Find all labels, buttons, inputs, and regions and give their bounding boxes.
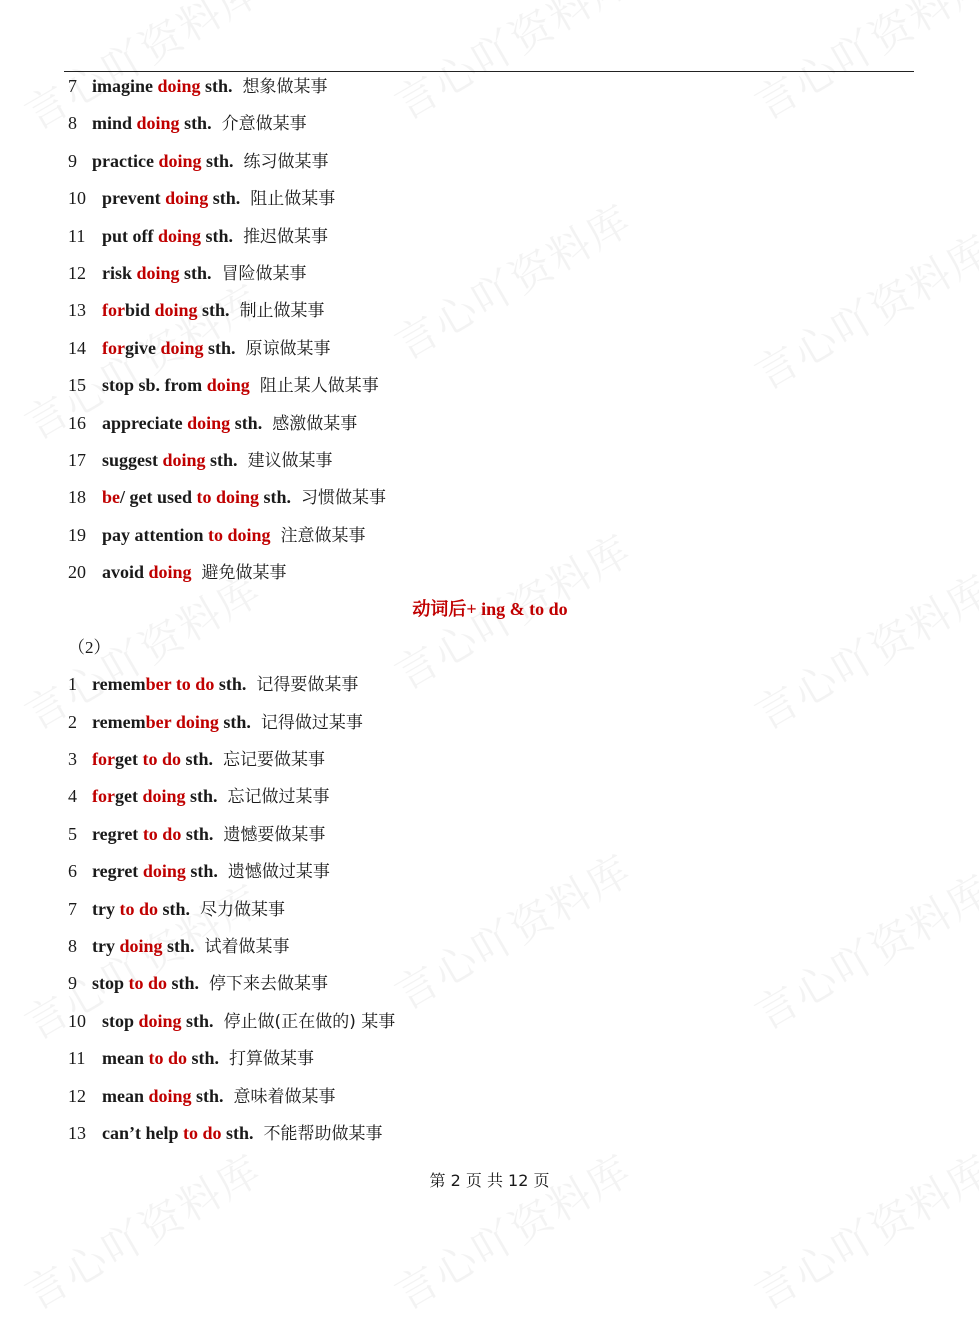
phrase-row xyxy=(68,554,928,591)
phrase-highlight: doing xyxy=(160,337,204,358)
phrase-text: suggest xyxy=(102,449,163,470)
phrase-row xyxy=(68,405,928,442)
section-heading: 动词后+ ing & to do xyxy=(412,599,568,620)
phrase-text: remem xyxy=(92,711,146,732)
phrase-number: 14 xyxy=(68,337,86,358)
verb-ing-todo-list xyxy=(68,666,928,1152)
phrase-text: imagine xyxy=(92,76,158,96)
phrase-text: / get used xyxy=(120,487,197,508)
phrase-row xyxy=(68,1115,928,1152)
phrase-number: 5 xyxy=(68,823,77,844)
phrase-number: 13 xyxy=(68,300,86,321)
phrase-row xyxy=(68,218,928,255)
phrase-translation: 建议做某事 xyxy=(247,450,333,471)
phrase-row xyxy=(68,853,928,890)
phrase-translation: 推迟做某事 xyxy=(243,226,329,247)
phrase-highlight: ber xyxy=(145,711,172,732)
phrase-text: sth. xyxy=(221,1122,254,1143)
phrase-highlight: doing xyxy=(158,225,202,246)
phrase-number: 3 xyxy=(68,749,77,770)
phrase-translation: 意味着做某事 xyxy=(233,1086,336,1107)
phrase-translation: 打算做某事 xyxy=(229,1049,315,1070)
phrase-number: 9 xyxy=(68,150,77,171)
phrase-translation: 遗憾要做某事 xyxy=(223,824,326,845)
phrase-highlight: for xyxy=(92,749,115,770)
phrase-row xyxy=(68,105,928,142)
phrase-row xyxy=(68,442,928,479)
phrase-highlight: to do xyxy=(142,823,182,844)
phrase-number: 4 xyxy=(68,786,77,807)
phrase-highlight: doing xyxy=(165,188,209,209)
phrase-row xyxy=(68,143,928,180)
phrase-text: risk xyxy=(102,262,137,283)
phrase-highlight: to do xyxy=(183,1122,222,1143)
phrase-row xyxy=(68,704,928,741)
section-subheading: （2） xyxy=(68,637,111,657)
phrase-text: get xyxy=(114,786,143,807)
phrase-number: 16 xyxy=(68,412,86,433)
phrase-highlight: doing xyxy=(175,711,219,732)
phrase-text: sth. xyxy=(205,449,238,470)
phrase-highlight: doing xyxy=(119,935,163,956)
phrase-text: prevent xyxy=(102,188,166,209)
phrase-row xyxy=(68,180,928,217)
phrase-text: give xyxy=(124,337,161,358)
phrase-text: appreciate xyxy=(102,412,188,433)
phrase-highlight: for xyxy=(92,786,115,807)
phrase-translation: 阻止做某事 xyxy=(250,189,336,210)
phrase-translation: 不能帮助做某事 xyxy=(263,1123,383,1144)
phrase-text: sth. xyxy=(208,188,241,209)
phrase-text: mean xyxy=(102,1048,149,1069)
phrase-text: sth. xyxy=(200,76,233,96)
phrase-text: mean xyxy=(102,1085,149,1106)
phrase-text: pay attention xyxy=(102,524,209,545)
phrase-text: sth. xyxy=(158,898,191,919)
phrase-translation: 记得做过某事 xyxy=(260,712,363,733)
phrase-row xyxy=(68,741,928,778)
phrase-highlight: to do xyxy=(119,898,158,919)
phrase-text: sth. xyxy=(214,674,247,695)
phrase-highlight: doing xyxy=(162,449,206,470)
phrase-text: sth. xyxy=(218,711,251,732)
phrase-text: get xyxy=(114,749,143,770)
phrase-text: sth. xyxy=(197,300,230,321)
phrase-highlight: doing xyxy=(136,113,180,134)
verb-ing-list xyxy=(68,68,928,591)
phrase-text: regret xyxy=(92,861,143,882)
phrase-number: 8 xyxy=(68,113,77,134)
phrase-translation: 阻止某人做某事 xyxy=(259,376,379,397)
phrase-text: sth. xyxy=(180,749,213,770)
phrase-text: sth. xyxy=(191,1085,224,1106)
phrase-translation: 停止做(正在做的) 某事 xyxy=(223,1011,396,1032)
phrase-row xyxy=(68,816,928,853)
phrase-highlight: doing xyxy=(187,412,231,433)
phrase-text: avoid xyxy=(102,562,149,583)
phrase-row xyxy=(68,1040,928,1077)
phrase-number: 10 xyxy=(68,1010,86,1031)
phrase-row xyxy=(68,367,928,404)
phrase-text: sth. xyxy=(185,786,218,807)
phrase-highlight: to doing xyxy=(196,487,260,508)
phrase-highlight: doing xyxy=(148,562,192,583)
phrase-number: 11 xyxy=(68,1048,86,1069)
phrase-row xyxy=(68,479,928,516)
phrase-text: sth. xyxy=(179,262,212,283)
phrase-highlight: doing xyxy=(142,786,186,807)
phrase-page-body xyxy=(68,68,928,1152)
phrase-translation: 制止做某事 xyxy=(239,301,325,322)
phrase-translation: 停下来去做某事 xyxy=(209,974,329,995)
phrase-text: bid xyxy=(124,300,155,321)
phrase-number: 12 xyxy=(68,262,86,283)
phrase-translation: 冒险做某事 xyxy=(221,263,307,284)
phrase-highlight: ber xyxy=(145,674,172,695)
phrase-number: 17 xyxy=(68,449,86,470)
phrase-row xyxy=(68,517,928,554)
phrase-row xyxy=(68,330,928,367)
phrase-number: 12 xyxy=(68,1085,86,1106)
phrase-translation: 试着做某事 xyxy=(204,936,290,957)
phrase-highlight: for xyxy=(102,300,125,321)
phrase-text: sth. xyxy=(181,1010,214,1031)
phrase-translation: 感激做某事 xyxy=(272,413,358,434)
phrase-translation: 想象做某事 xyxy=(242,77,328,97)
phrase-highlight: for xyxy=(102,337,125,358)
phrase-number: 8 xyxy=(68,935,77,956)
phrase-number: 1 xyxy=(68,674,77,695)
phrase-text: remem xyxy=(92,674,146,695)
phrase-translation: 忘记要做某事 xyxy=(223,750,325,771)
phrase-text: regret xyxy=(92,823,143,844)
phrase-highlight: doing xyxy=(136,262,180,283)
phrase-text: stop xyxy=(92,973,129,994)
phrase-row xyxy=(68,255,928,292)
phrase-row xyxy=(68,891,928,928)
watermark-text xyxy=(743,1138,979,1322)
phrase-row xyxy=(68,928,928,965)
phrase-translation: 忘记做过某事 xyxy=(227,787,330,808)
phrase-number: 7 xyxy=(68,76,77,96)
watermark-text xyxy=(13,1138,272,1322)
phrase-text: sth. xyxy=(162,935,195,956)
phrase-number: 13 xyxy=(68,1122,86,1143)
phrase-text: stop xyxy=(102,1010,139,1031)
phrase-text: sth. xyxy=(181,823,214,844)
phrase-highlight: to doing xyxy=(208,524,271,545)
phrase-number: 2 xyxy=(68,711,77,732)
phrase-row xyxy=(68,68,928,105)
phrase-translation: 介意做某事 xyxy=(221,114,307,135)
phrase-highlight: to do xyxy=(148,1048,188,1069)
phrase-row xyxy=(68,1003,928,1040)
phrase-highlight: doing xyxy=(142,861,186,882)
phrase-translation: 尽力做某事 xyxy=(200,899,286,920)
phrase-text: sth. xyxy=(167,973,200,994)
phrase-text: practice xyxy=(92,150,159,171)
phrase-number: 11 xyxy=(68,225,86,246)
phrase-row xyxy=(68,666,928,703)
phrase-number: 9 xyxy=(68,973,77,994)
phrase-text: put off xyxy=(102,225,159,246)
phrase-row xyxy=(68,292,928,329)
phrase-number: 19 xyxy=(68,524,86,545)
phrase-highlight: doing xyxy=(148,1085,192,1106)
phrase-row xyxy=(68,965,928,1002)
phrase-text: sth. xyxy=(187,1048,220,1069)
phrase-translation: 避免做某事 xyxy=(201,563,287,584)
phrase-translation: 原谅做某事 xyxy=(245,338,331,359)
phrase-text: sth. xyxy=(259,487,292,508)
phrase-highlight: be xyxy=(102,487,120,508)
phrase-translation: 习惯做某事 xyxy=(301,488,387,509)
phrase-row xyxy=(68,778,928,815)
phrase-number: 7 xyxy=(68,898,77,919)
phrase-highlight: doing xyxy=(206,375,250,396)
phrase-highlight: doing xyxy=(158,150,202,171)
phrase-translation: 注意做某事 xyxy=(280,525,366,546)
phrase-text: sth. xyxy=(185,861,218,882)
page-footer: 第 2 页 共 12 页 xyxy=(429,1171,550,1190)
phrase-text: sth. xyxy=(179,113,212,134)
phrase-highlight: doing xyxy=(157,76,201,96)
phrase-highlight: to do xyxy=(128,973,168,994)
phrase-text: sth. xyxy=(230,412,263,433)
phrase-text: sth. xyxy=(201,225,234,246)
phrase-number: 10 xyxy=(68,188,86,209)
phrase-highlight: to do xyxy=(175,674,215,695)
phrase-row xyxy=(68,1078,928,1115)
phrase-text: mind xyxy=(92,113,137,134)
phrase-highlight: doing xyxy=(154,300,198,321)
phrase-text: can’t help xyxy=(102,1122,183,1143)
phrase-number: 18 xyxy=(68,487,86,508)
phrase-translation: 遗憾做过某事 xyxy=(227,862,330,883)
phrase-number: 15 xyxy=(68,375,86,396)
watermark-text xyxy=(383,1138,642,1322)
phrase-translation: 练习做某事 xyxy=(243,151,329,172)
phrase-highlight: to do xyxy=(142,749,181,770)
phrase-number: 6 xyxy=(68,861,77,882)
phrase-text: sth. xyxy=(203,337,236,358)
phrase-highlight: doing xyxy=(138,1010,182,1031)
phrase-text: try xyxy=(92,935,120,956)
phrase-translation: 记得要做某事 xyxy=(256,675,359,696)
phrase-text: stop sb. from xyxy=(102,375,207,396)
phrase-text: sth. xyxy=(201,150,234,171)
phrase-text: try xyxy=(92,898,120,919)
phrase-number: 20 xyxy=(68,562,86,583)
